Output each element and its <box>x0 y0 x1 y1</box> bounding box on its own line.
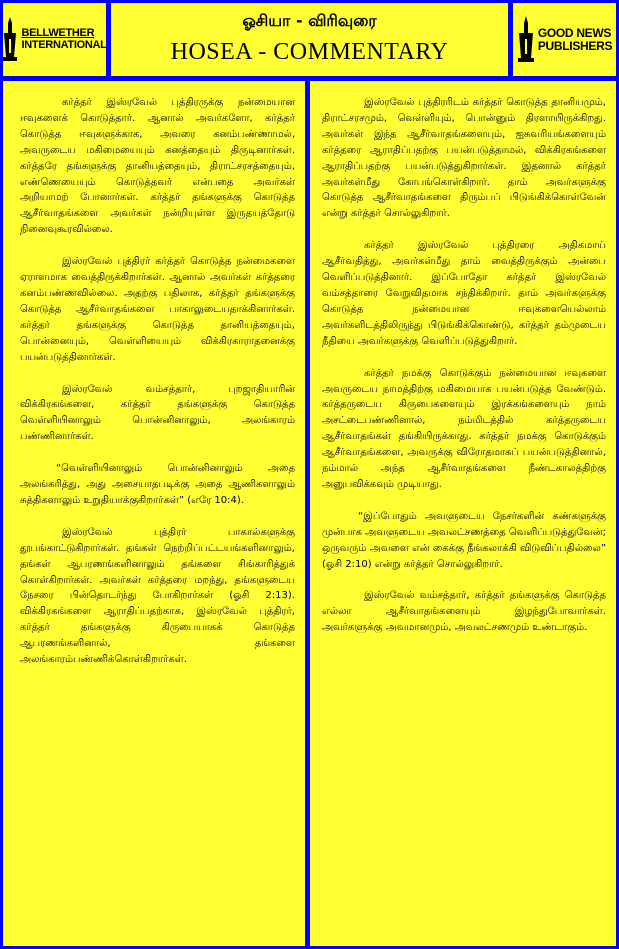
title-english: HOSEA - COMMENTARY <box>170 39 449 65</box>
left-paragraph-5: இஸ்ரவேல் புத்திரர் பாகால்களுக்கு தூபங்காட்டுகிறார்கள். தங்கள் நெற்றிப்பட்டயங்களினாலும், தங்கள் ஆபரணங்களினாலும் தங்களை சிங்காரித்துக் கொள்கிறார்கள். அவர்கள் கர்த்தரை மறந்து, தங்களுடைய நேசரை பின்தொடர்ந்து போகிறார்கள் (ஓசி 2:13). விக்கிரகங்களை ஆராதிப்பதற்காக, இஸ்ரவேல் புத்திரர், கர்த்தர் தங்களுக்கு கிருபையாகக் கொடுத்த ஆபரணங்களினால், தங்களை அலங்காரம்பண்ணிக்கொள்கிறார்கள். <box>20 526 295 666</box>
right-paragraph-3: கர்த்தர் நமக்கு கொடுக்கும் நன்மையான ஈவுகளை அவருடைய நாமத்திற்கு மகிமையாக பயன்படுத்த வேண்டும். கர்த்தருடைய கிருபைகளையும் இரக்கங்களையும் நாம் அசட்டைபண்ணினால், நம்மிடத்தில் கர்த்தருடைய ஆசீர்வாதங்கள் தங்கியிருக்காது. கர்த்தர் நமக்கு கொடுக்கும் ஆசீர்வாதங்களை, அவருக்கு விரோதமாகப் பயன்படுத்தினால், நம்மால் அந்த ஆசீர்வாதங்களை நீண்டகாலத்திற்கு அனுபவிக்கவும் முடியாது. <box>322 367 606 490</box>
right-paragraph-5: இஸ்ரவேல் வம்சத்தார், கர்த்தர் தங்களுக்கு கொடுத்த எல்லா ஆசீர்வாதங்களையும் இழந்துபோவார்கள். அவர்களுக்கு அவமானமும், அவலட்சணமும் உண்டாகும். <box>322 590 606 634</box>
left-paragraph-2: இஸ்ரவேல் புத்திரர் கர்த்தர் கொடுத்த நன்மைகளை ஏராளமாக வைத்திருக்கிறார்கள். ஆனால் அவர்கள் கர்த்தரை கனம்பண்ணவில்லை. அதற்கு பதிலாக, கர்த்தர் தங்களுக்கு கொடுத்த ஆசீர்வாதங்களை பாகாலுடையதாக்கினார்கள். கர்த்தர் தங்களுக்கு கொடுத்த தானியத்தையும், பொன்னையும், வெள்ளியையும் விக்கிரகாராதனைக்கு பயன்படுத்தினார்கள். <box>20 256 295 363</box>
right-column <box>310 81 616 946</box>
bellwether-line2: INTERNATIONAL <box>21 38 107 51</box>
left-paragraph-3: இஸ்ரவேல் வம்சத்தார், புறஜாதியாரின் விக்கிரகங்களை, கர்த்தர் தங்களுக்கு கொடுத்த வெள்ளியினாலும் பொன்னினாலும், அலங்காரம் பண்ணினார்கள். <box>20 383 295 443</box>
good-news-logo <box>513 3 616 76</box>
bellwether-logo-icon <box>2 15 18 65</box>
left-paragraph-1: கர்த்தர் இஸ்ரவேல் புத்திரருக்கு நன்மையான ஈவுகளைக் கொடுத்தார். ஆனால் அவர்களோ, கர்த்தர் கொடுத்த ஈவுகளுக்காக, அவரை கனம்பண்ணாமல், அவருடைய மகிமையையும் கனத்தையும் திருடினார்கள். கர்த்தரே தங்களுக்கு தானியத்தையும், திராட்சரசத்தையும், எண்ணெயையும் கொடுத்தவர் என்பதை அவர்கள் அறியாமற் போனார்கள். கர்த்தர் தங்களுக்கு கொடுத்த ஆசீர்வாதங்களை அவர்கள் நன்றியுள்ள இருதயத்தோடு நினைவுகூரவில்லை. <box>20 97 295 236</box>
right-paragraph-2: கர்த்தர் இஸ்ரவேல் புத்திரரை அதிகமாய் ஆசீர்வதித்து, அவர்கள்மீது தாம் வைத்திருக்கும் அன்பை வெளிப்படுத்தினார். இப்போதோ கர்த்தர் இஸ்ரவேல் வம்சத்தாரை வேறுவிதமாக சந்திக்கிறார். தாம் அவர்களுக்கு கொடுத்த நன்மையான ஈவுகளையெல்லாம் அவர்களிடத்திலிருந்து பிடுங்கிக்கொண்டு, கர்த்தர் தம்முடைய நீதியை அவர்களுக்கு வெளிப்படுத்துகிறார். <box>322 240 606 347</box>
left-quote-jeremiah: “வெள்ளியினாலும் பொன்னினாலும் அதை அலங்கரித்து, அது அசையாதபடிக்கு அதை ஆணிகளாலும் சுத்திகளாலும் உறுதியாக்குகிறார்கள்” (எரே 10:4). <box>20 463 295 506</box>
title-tamil: ஓசியா - விரிவுரை <box>242 11 377 30</box>
left-column <box>3 81 305 946</box>
good-news-line1: GOOD NEWS <box>537 25 612 40</box>
title-box <box>111 3 508 76</box>
right-quote-hosea: “இப்போதும் அவளுடைய நேசர்களின் கண்களுக்கு முன்பாக அவளுடைய அவலட்சணத்தை வெளிப்படுத்துவேன்; ஒருவரும் அவளை என் கைக்கு நீங்கலாக்கி விடுவிப்பதில்லை” (ஓசி 2:10) என்று கர்த்தர் சொல்லுகிறார். <box>322 510 606 570</box>
right-paragraph-1: இஸ்ரவேல் புத்திரரிடம் கர்த்தர் கொடுத்த தானியமும், திராட்சரசமும், வெள்ளியும், பொன்னும் திரளாயிருக்கிறது. அவர்கள் இந்த ஆசீர்வாதங்களையும், ஐசுவரியங்களையும் கர்த்தரை ஆராதிப்பதற்கு பயன்படுத்தாமல், விக்கிரகங்களை ஆராதிப்பதற்கு பயன்படுத்துகிறார்கள். இதனால் கர்த்தர் அவர்கள்மீது கோபங்கொள்கிறார். தாம் அவர்களுக்கு கொடுத்த ஆசீர்வாதங்களை திரும்பப் பிடுங்கிக்கொள்வேன் என்று கர்த்தர் சொல்லுகிறார். <box>322 97 606 220</box>
bellwether-line1: BELLWETHER <box>21 26 95 39</box>
good-news-line2: PUBLISHERS <box>537 38 613 53</box>
bellwether-logo <box>3 3 106 76</box>
good-news-logo-icon <box>517 14 535 66</box>
